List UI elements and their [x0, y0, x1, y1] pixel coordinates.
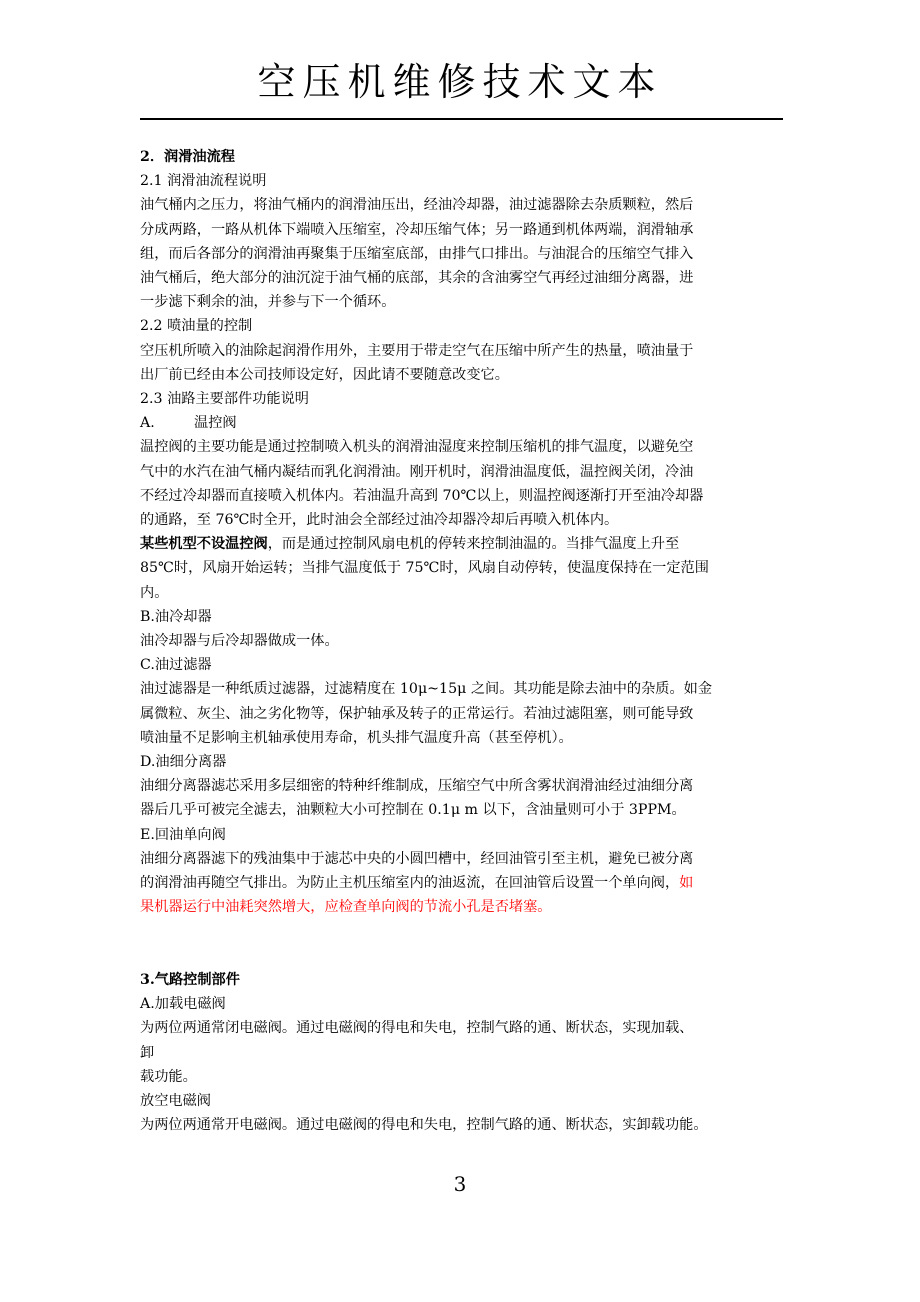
paragraph-line: 卸	[140, 1044, 155, 1061]
item-c-title: C.油过滤器	[140, 657, 212, 674]
paragraph-line: 85℃时，风扇开始运转；当排气温度低于 75℃时，风扇自动停转，使温度保持在一定范围	[140, 560, 709, 577]
paragraph-line: 属微粒、灰尘、油之劣化物等，保护轴承及转子的正常运行。若油过滤阻塞，则可能导致	[140, 705, 694, 722]
section-3-item-b-title: 放空电磁阀	[140, 1092, 211, 1109]
item-a-note	[140, 532, 790, 556]
paragraph-line: 为两位两通常闭电磁阀。通过电磁阀的得电和失电，控制气路的通、断状态，实现加载、	[140, 1020, 694, 1037]
paragraph-line: 油气桶内之压力，将油气桶内的润滑油压出，经油冷却器，油过滤器除去杂质颗粒，然后	[140, 197, 694, 214]
paragraph-line: 组，而后各部分的润滑油再聚集于压缩室底部，由排气口排出。与油混合的压缩空气排入	[140, 245, 694, 262]
page-number: 3	[453, 1172, 467, 1196]
item-a-label: A.	[140, 415, 155, 432]
section-3-heading: 3.气路控制部件	[140, 971, 240, 988]
paragraph-line: 油细分离器滤下的残油集中于滤芯中央的小圆凹槽中，经回油管引至主机，避免已被分离	[140, 850, 694, 867]
item-b-title: B.油冷却器	[140, 608, 212, 625]
paragraph-line: 气中的水汽在油气桶内凝结而乳化润滑油。刚开机时，润滑油温度低，温控阀关闭，冷油	[140, 463, 694, 480]
paragraph-line: 油冷却器与后冷却器做成一体。	[140, 633, 339, 650]
paragraph-line	[140, 871, 790, 895]
paragraph-line: 内。	[140, 584, 169, 601]
section-spacer	[140, 920, 790, 968]
document-title: 空压机维修技术文本	[257, 60, 663, 104]
paragraph-line: 的通路，至 76℃时全开，此时油会全部经过油冷却器冷却后再喷入机体内。	[140, 512, 619, 529]
paragraph-line: 器后几乎可被完全滤去，油颗粒大小可控制在 0.1μ m 以下，含油量则可小于 3PPM。	[140, 802, 686, 819]
item-a-note-text: ，而是通过控制风扇电机的停转来控制油温的。当排气温度上升至	[267, 536, 680, 553]
item-d-title: D.油细分离器	[140, 754, 227, 771]
paragraph-line: 油过滤器是一种纸质过滤器，过滤精度在 10μ~15μ 之间。其功能是除去油中的杂质。如金	[140, 681, 713, 698]
paragraph-line: 喷油量不足影响主机轴承使用寿命，机头排气温度升高（甚至停机）。	[140, 729, 573, 746]
paragraph-line: 为两位两通常开电磁阀。通过电磁阀的得电和失电，控制气路的通、断状态，实卸载功能。	[140, 1117, 708, 1134]
item-a-note-emphasis: 某些机型不设温控阀	[140, 536, 268, 553]
subsection-2-2-title: 2.2 喷油量的控制	[140, 318, 253, 335]
section-3-item-a-title: A.加载电磁阀	[140, 996, 226, 1013]
subsection-2-1-title: 2.1 润滑油流程说明	[140, 173, 267, 190]
paragraph-line: 出厂前已经由本公司技师设定好，因此请不要随意改变它。	[140, 366, 509, 383]
paragraph-line: 油细分离器滤芯采用多层细密的特种纤维制成，压缩空气中所含雾状润滑油经过油细分离	[140, 778, 694, 795]
paragraph-line: 温控阀的主要功能是通过控制喷入机头的润滑油湿度来控制压缩机的排气温度，以避免空	[140, 439, 694, 456]
paragraph-line: 空压机所喷入的油除起润滑作用外，主要用于带走空气在压缩中所产生的热量，喷油量于	[140, 342, 694, 359]
paragraph-line: 油气桶后，绝大部分的油沉淀于油气桶的底部，其余的含油雾空气再经过油细分离器，进	[140, 270, 694, 287]
item-a-heading	[140, 411, 790, 435]
item-e-warning-start: 如	[679, 875, 694, 892]
section-2-heading: 2．润滑油流程	[140, 149, 235, 165]
item-e-title: E.回油单向阀	[140, 826, 226, 843]
paragraph-line: 分成两路，一路从机体下端喷入压缩室，冷却压缩气体；另一路通到机体两端，润滑轴承	[140, 221, 694, 238]
item-e-warning: 果机器运行中油耗突然增大，应检查单向阀的节流小孔是否堵塞。	[140, 899, 552, 916]
subsection-2-3-title: 2.3 油路主要部件功能说明	[140, 391, 309, 408]
paragraph-line: 载功能。	[140, 1068, 197, 1085]
paragraph-line: 一步滤下剩余的油，并参与下一个循环。	[140, 294, 396, 311]
item-a-title: 温控阀	[194, 415, 237, 432]
paragraph-line: 不经过冷却器而直接喷入机体内。若油温升高到 70℃以上，则温控阀逐渐打开至油冷却器	[140, 487, 704, 504]
item-e-text: 的润滑油再随空气排出。为防止主机压缩室内的油返流，在回油管后设置一个单向阀，	[140, 875, 680, 892]
document-body	[140, 145, 790, 1137]
header-divider	[140, 118, 783, 120]
